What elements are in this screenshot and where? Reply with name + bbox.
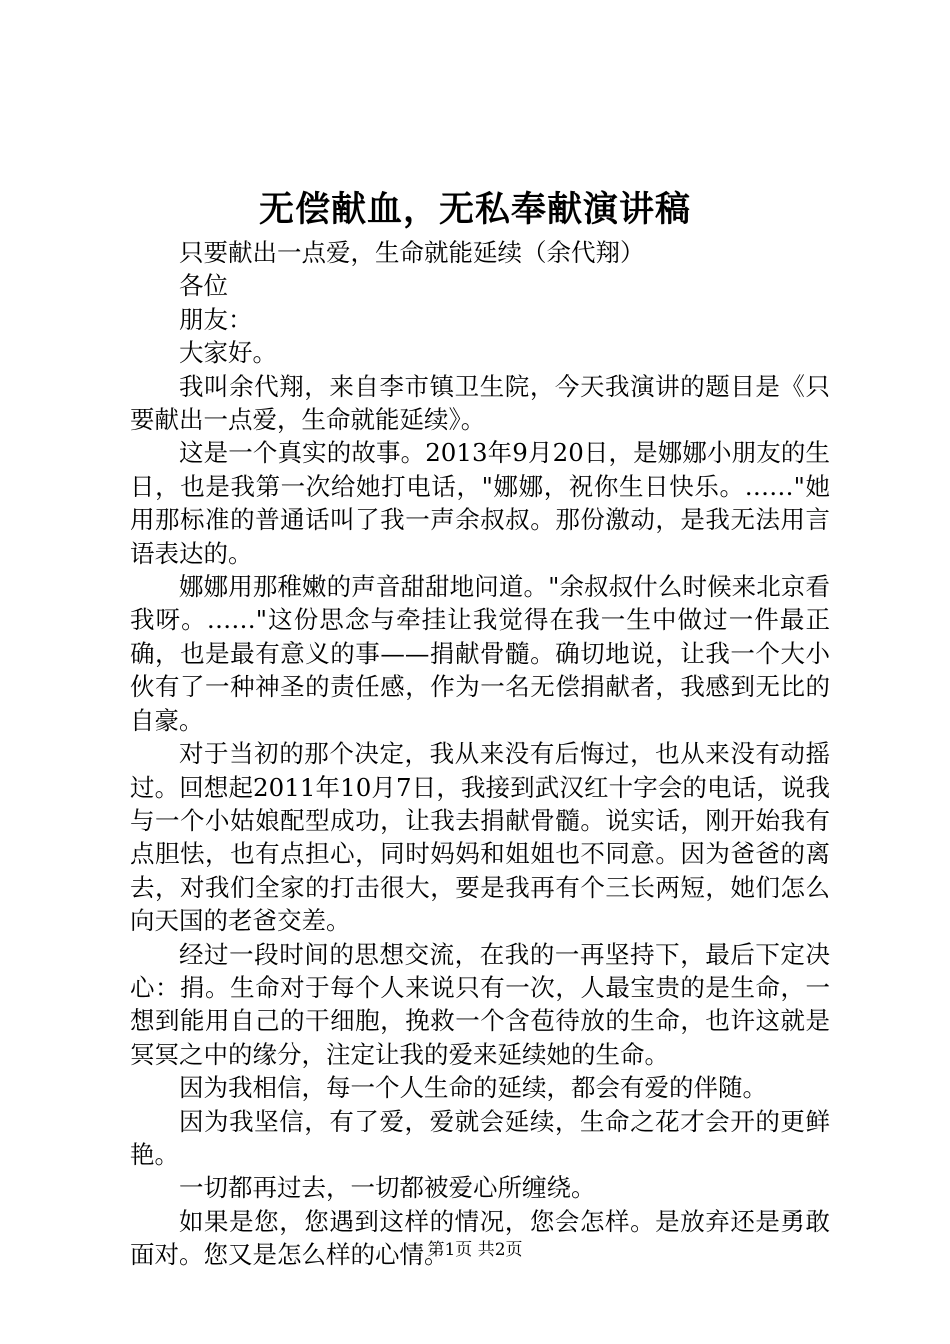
paragraph-story-3: 对于当初的那个决定，我从来没有后悔过，也从来没有动摇过。回想起2011年10月7日，我接到武汉红十字会的电话，说我与一个小姑娘配型成功，让我去捐献骨髓。说实话，刚开始我有点胆怯，也有点担心，同时妈妈和姐姐也不同意。因为爸爸的离去，对我们全家的打击很大，要是我再有个三长两短，她们怎么向天国的老爸交差。 (130, 739, 830, 936)
paragraph-greeting-2: 朋友： (179, 304, 253, 334)
paragraph-greeting-1: 各位 (179, 271, 228, 301)
paragraph-intro: 我叫余代翔，来自李市镇卫生院，今天我演讲的题目是《只要献出一点爱，生命就能延续》。 (130, 371, 830, 435)
paragraph-belief-3: 一切都再过去，一切都被爱心所缠绕。 (179, 1173, 596, 1203)
paragraph-story-1: 这是一个真实的故事。2013年9月20日，是娜娜小朋友的生日，也是我第一次给她打电话，"娜娜，祝你生日快乐。……"她用那标准的普通话叫了我一声余叔叔。那份激动，是我无法用言语表达的。 (130, 438, 830, 568)
paragraph-belief-2: 因为我坚信，有了爱，爱就会延续，生命之花才会开的更鲜艳。 (130, 1106, 830, 1169)
paragraph-story-4: 经过一段时间的思想交流，在我的一再坚持下，最后下定决心：捐。生命对于每个人来说只有一次，人最宝贵的是生命，一想到能用自己的干细胞，挽救一个含苞待放的生命，也许这就是冥冥之中的缘分，注定让我的爱来延续她的生命。 (130, 939, 830, 1069)
document-body (130, 236, 830, 1272)
paragraph-greeting-3: 大家好。 (179, 338, 277, 368)
paragraph-belief-1: 因为我相信，每一个人生命的延续，都会有爱的伴随。 (179, 1073, 767, 1103)
page-number: 第1页 共2页 (427, 1240, 523, 1260)
paragraph-subtitle: 只要献出一点爱，生命就能延续（余代翔） (179, 238, 645, 267)
paragraph-question: 如果是您，您遇到这样的情况，您会怎样。是放弃还是勇敢面对。您又是怎么样的心情。 (130, 1206, 830, 1270)
paragraph-story-2: 娜娜用那稚嫩的声音甜甜地问道。"余叔叔什么时候来北京看我呀。……"这份思念与牵挂让我觉得在我一生中做过一件最正确，也是最有意义的事——捐献骨髓。确切地说，让我一个大小伙有了一种神圣的责任感，作为一名无偿捐献者，我感到无比的自豪。 (130, 572, 830, 735)
document-title: 无偿献血，无私奉献演讲稿 (258, 189, 691, 230)
